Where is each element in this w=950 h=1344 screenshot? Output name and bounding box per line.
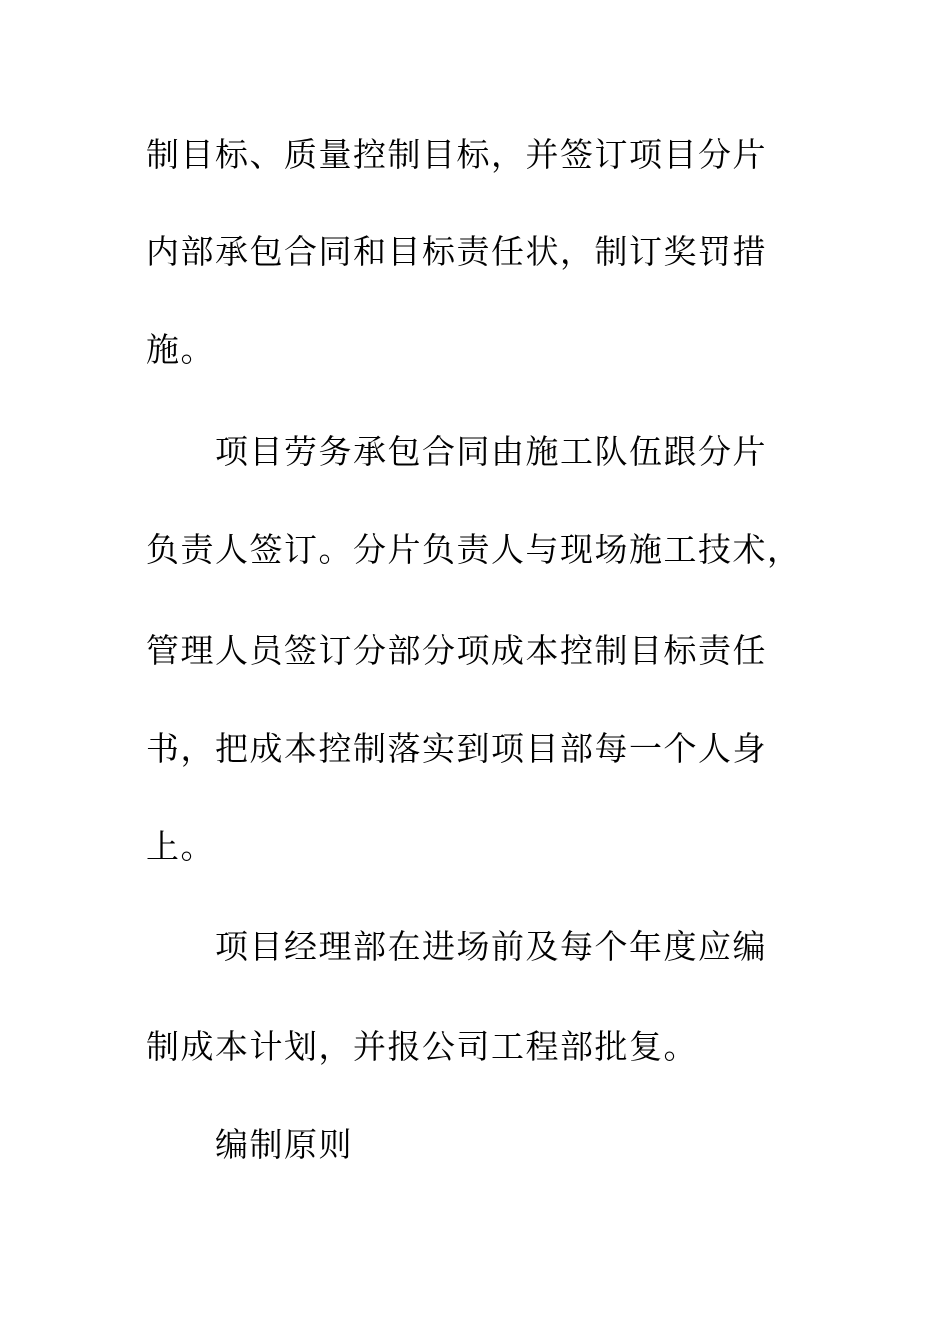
text-line: 上。 [146,827,215,866]
text-line: 施。 [146,330,215,369]
text-line: 管理人员签订分部分项成本控制目标责任 [146,631,767,670]
text-line: 制成本计划，并报公司工程部批复。 [146,1027,698,1066]
text-line: 制目标、质量控制目标，并签订项目分片 [146,135,767,174]
paragraph-start-line: 项目劳务承包合同由施工队伍跟分片 [215,432,767,471]
paragraph-start-line: 项目经理部在进场前及每个年度应编 [215,927,767,966]
text-line: 内部承包合同和目标责任状，制订奖罚措 [146,232,767,271]
text-line: 书，把成本控制落实到项目部每一个人身 [146,729,767,768]
text-line: 负责人签订。分片负责人与现场施工技术， [146,530,802,569]
section-heading: 编制原则 [215,1125,353,1164]
